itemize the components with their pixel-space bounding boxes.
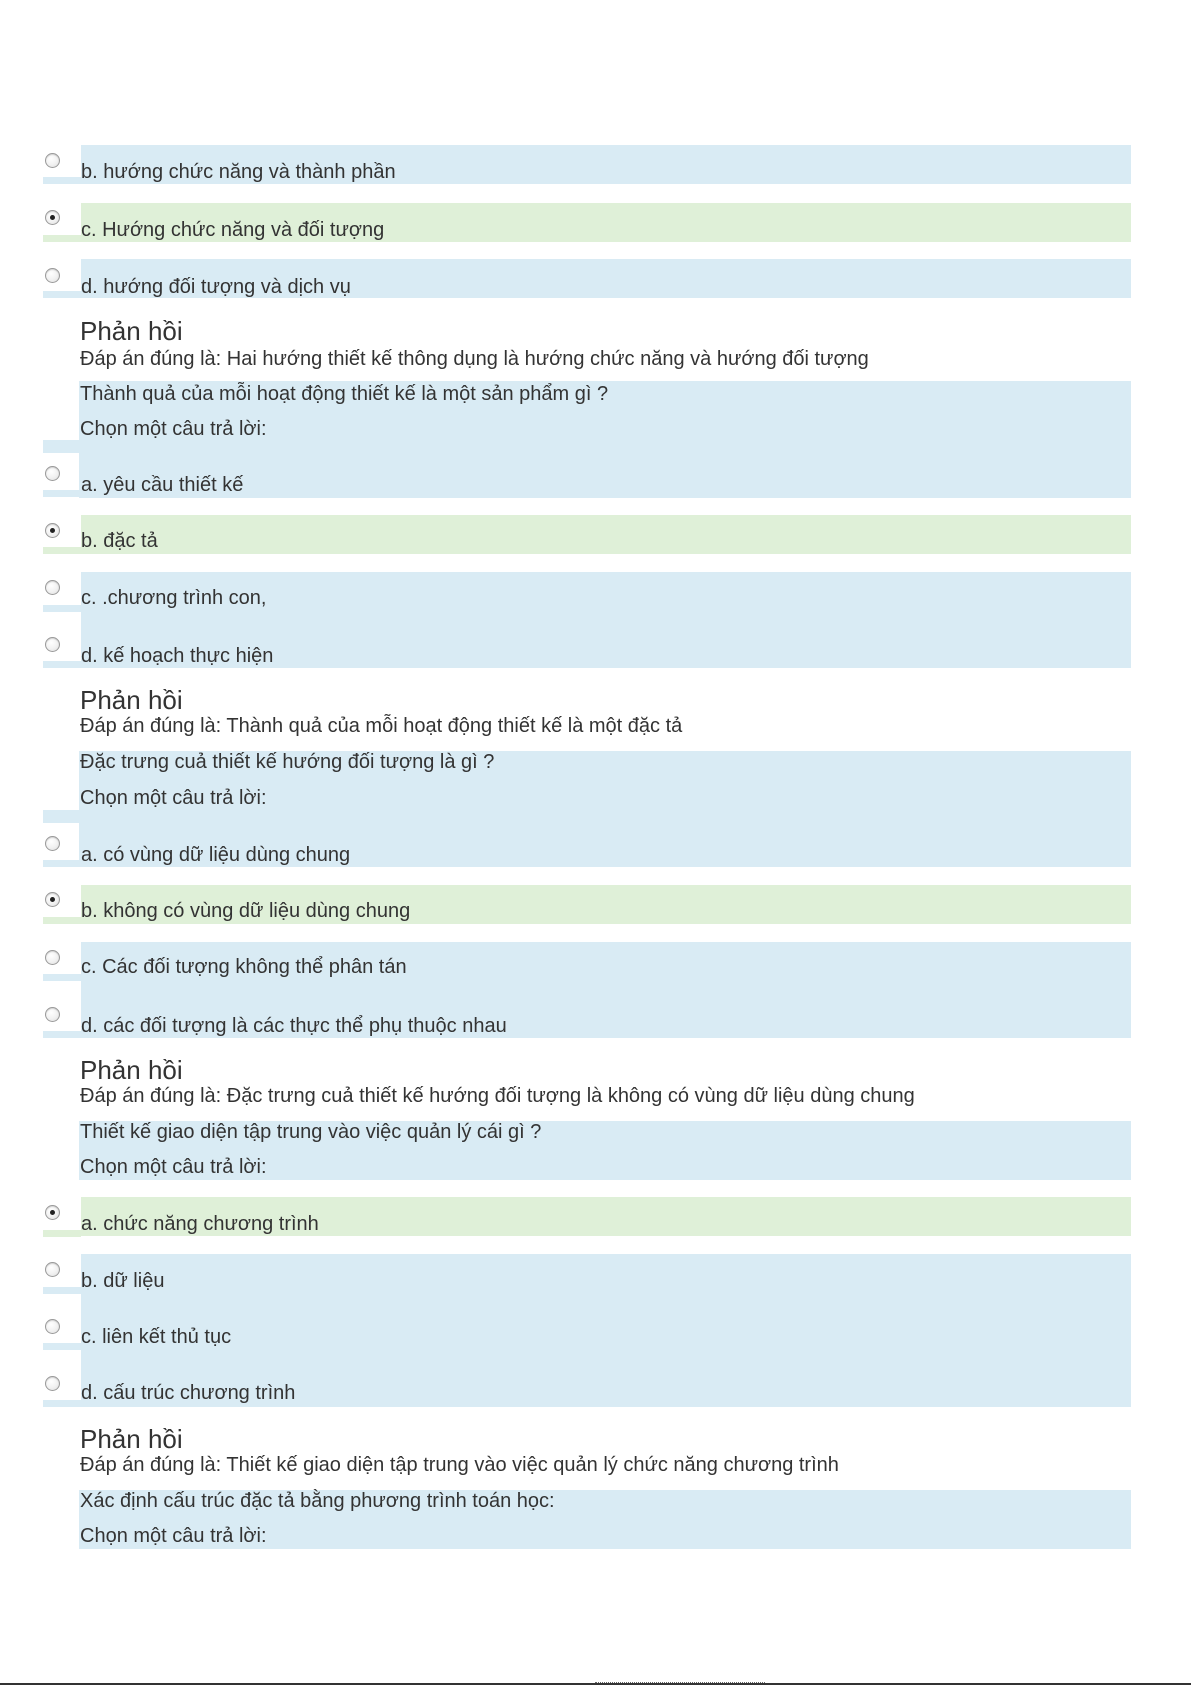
- option-row-strip: [43, 605, 81, 612]
- option-row-strip: [43, 1400, 81, 1407]
- radio-button-selected[interactable]: [45, 1205, 60, 1220]
- option-row-strip: [43, 1031, 81, 1038]
- answer-option[interactable]: b. dữ liệu: [81, 1270, 165, 1292]
- answer-option[interactable]: d. cấu trúc chương trình: [81, 1382, 296, 1404]
- answer-option[interactable]: b. không có vùng dữ liệu dùng chung: [81, 900, 411, 922]
- question-prompt: Chọn một câu trả lời:: [80, 418, 267, 440]
- answer-option[interactable]: d. hướng đối tượng và dịch vụ: [81, 276, 351, 298]
- radio-button[interactable]: [45, 1007, 60, 1022]
- feedback-title: Phản hồi: [80, 685, 183, 715]
- feedback-title: Phản hồi: [80, 1424, 183, 1454]
- answer-option[interactable]: c. .chương trình con,: [81, 587, 267, 609]
- question-text: Đặc trưng cuả thiết kế hướng đối tượng là gì ?: [80, 751, 495, 773]
- question-text: Xác định cấu trúc đặc tả bằng phương trình toán học:: [80, 1490, 555, 1512]
- answer-option[interactable]: d. kế hoạch thực hiện: [81, 645, 274, 667]
- answer-option[interactable]: a. chức năng chương trình: [81, 1213, 319, 1235]
- option-row-strip: [43, 490, 81, 497]
- question-text: Thiết kế giao diện tập trung vào việc quản lý cái gì ?: [80, 1121, 542, 1143]
- question-prompt: Chọn một câu trả lời:: [80, 787, 267, 809]
- feedback-text: Đáp án đúng là: Hai hướng thiết kế thông dụng là hướng chức năng và hướng đối tượng: [80, 348, 869, 370]
- option-row-strip: [43, 291, 81, 298]
- feedback-title: Phản hồi: [80, 1055, 183, 1085]
- radio-button[interactable]: [45, 950, 60, 965]
- option-row-strip: [43, 860, 81, 867]
- option-row-strip: [43, 917, 81, 924]
- radio-button[interactable]: [45, 637, 60, 652]
- radio-button[interactable]: [45, 1319, 60, 1334]
- radio-button-selected[interactable]: [45, 210, 60, 225]
- question-panel-strip: [43, 440, 81, 453]
- question-prompt: Chọn một câu trả lời:: [80, 1156, 267, 1178]
- option-row-strip: [43, 177, 81, 184]
- radio-button[interactable]: [45, 466, 60, 481]
- feedback-text: Đáp án đúng là: Đặc trưng cuả thiết kế hướng đối tượng là không có vùng dữ liệu dùng chung: [80, 1085, 915, 1107]
- answer-option[interactable]: c. Hướng chức năng và đối tượng: [81, 219, 385, 241]
- option-row-strip: [43, 235, 81, 242]
- radio-button-selected[interactable]: [45, 523, 60, 538]
- answer-option[interactable]: a. yêu cầu thiết kế: [81, 474, 244, 496]
- option-row-strip: [43, 661, 81, 668]
- option-row-strip: [43, 1287, 81, 1294]
- radio-button[interactable]: [45, 1262, 60, 1277]
- radio-button[interactable]: [45, 1376, 60, 1391]
- feedback-title: Phản hồi: [80, 316, 183, 346]
- option-row-strip: [43, 547, 81, 554]
- feedback-text: Đáp án đúng là: Thành quả của mỗi hoạt động thiết kế là một đặc tả: [80, 715, 683, 737]
- radio-button[interactable]: [45, 580, 60, 595]
- radio-button-selected[interactable]: [45, 892, 60, 907]
- answer-option[interactable]: b. hướng chức năng và thành phần: [81, 161, 396, 183]
- answer-option[interactable]: d. các đối tượng là các thực thể phụ thuộc nhau: [81, 1015, 507, 1037]
- answer-option[interactable]: c. Các đối tượng không thể phân tán: [81, 956, 407, 978]
- radio-button[interactable]: [45, 268, 60, 283]
- option-row-strip: [43, 1230, 81, 1237]
- question-text: Thành quả của mỗi hoạt động thiết kế là một sản phẩm gì ?: [80, 383, 609, 405]
- answer-option[interactable]: c. liên kết thủ tục: [81, 1326, 232, 1348]
- page-bottom-dotted-line: [595, 1682, 765, 1683]
- answer-option[interactable]: b. đặc tả: [81, 530, 158, 552]
- option-row-strip: [43, 974, 81, 981]
- answer-option[interactable]: a. có vùng dữ liệu dùng chung: [81, 844, 351, 866]
- option-row-bg-selected: [81, 515, 1131, 554]
- question-panel-strip: [43, 810, 81, 823]
- option-row-strip: [43, 1343, 81, 1350]
- radio-button[interactable]: [45, 153, 60, 168]
- feedback-text: Đáp án đúng là: Thiết kế giao diện tập trung vào việc quản lý chức năng chương trình: [80, 1454, 839, 1476]
- radio-button[interactable]: [45, 836, 60, 851]
- question-prompt: Chọn một câu trả lời:: [80, 1525, 267, 1547]
